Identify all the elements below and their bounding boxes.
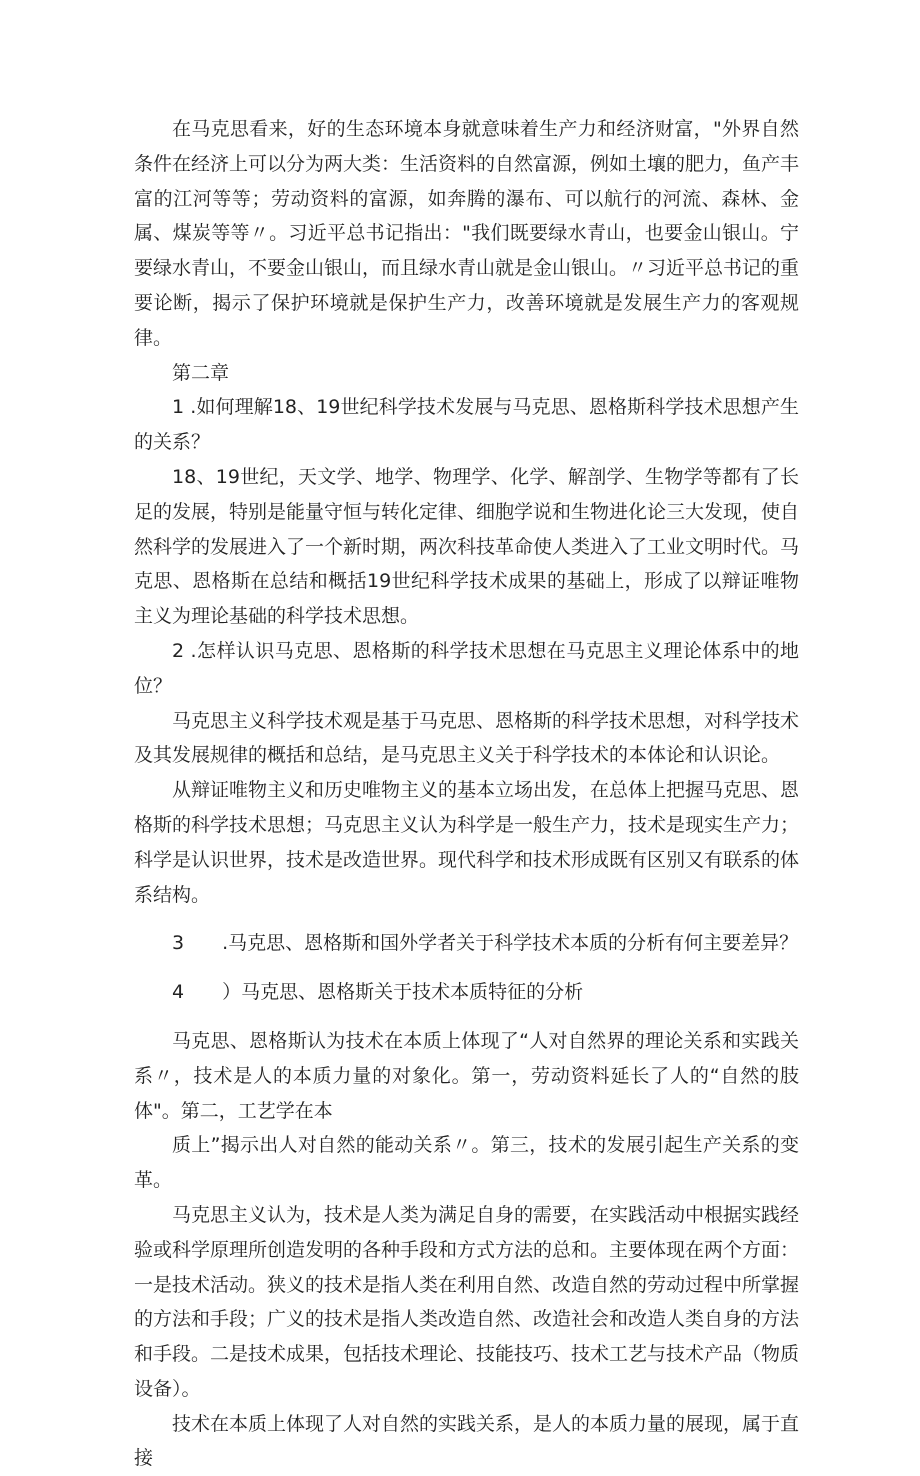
paragraph-technology-essence: 马克思、恩格斯认为技术在本质上体现了“人对自然界的理论关系和实践关系〃，技术是人的本质力量的对象化。第一，劳动资料延长了人的“自然的肢体"。第二，工艺学在本	[134, 1029, 799, 1122]
chapter-heading: 第二章	[172, 361, 230, 384]
paragraph-technology-practice-relation: 技术在本质上体现了人对自然的实践关系，是人的本质力量的展现，属于直接	[134, 1412, 800, 1470]
paragraph-technology-definition: 马克思主义认为，技术是人类为满足自身的需要，在实践活动中根据实践经验或科学原理所创造发明的各种手段和方式方法的总和。主要体现在两个方面：一是技术活动。狭义的技术是指人类在利用自然、改造自然的劳动过程中所掌握的方法和手段；广义的技术是指人类改造自然、改造社会和改造人类自身的方法和手段。二是技术成果，包括技术理论、技能技巧、技术工艺与技术产品（物质设备）。	[134, 1203, 800, 1400]
paragraph-ecology-productivity: 在马克思看来，好的生态环境本身就意味着生产力和经济财富，"外界自然条件在经济上可以分为两大类：生活资料的自然富源，例如土壤的肥力，鱼产丰富的江河等等；劳动资料的富源，如奔腾的瀑布、可以航行的河流、森林、金属、煤炭等等〃。习近平总书记指出："我们既要绿水青山，也要金山银山。宁要绿水青山，不要金山银山，而且绿水青山就是金山银山。〃习近平总书记的重要论断，揭示了保护环境就是保护生产力，改善环境就是发展生产力的客观规律。	[134, 118, 800, 349]
document-page	[134, 112, 799, 1476]
paragraph-technology-essence-continued: 质上”揭示出人对自然的能动关系〃。第三，技术的发展引起生产关系的变革。	[134, 1134, 799, 1192]
question-2: 2 .怎样认识马克思、恩格斯的科学技术思想在马克思主义理论体系中的地位？	[134, 639, 799, 697]
paragraph-marxist-view-of-science: 马克思主义科学技术观是基于马克思、恩格斯的科学技术思想，对科学技术及其发展规律的概括和总结，是马克思主义关于科学技术的本体论和认识论。	[134, 709, 800, 767]
paragraph-18-19-century-science: 18、19世纪，天文学、地学、物理学、化学、解剖学、生物学等都有了长足的发展，特别是能量守恒与转化定律、细胞学说和生物进化论三大发现，使自然科学的发展进入了一个新时期，两次科技革命使人类进入了工业文明时代。马克思、恩格斯在总结和概括19世纪科学技术成果的基础上，形成了以辩证唯物主义为理论基础的科学技术思想。	[134, 465, 800, 628]
question-3: 3 .马克思、恩格斯和国外学者关于科学技术本质的分析有何主要差异？	[172, 932, 799, 955]
question-1: 1 .如何理解18、19世纪科学技术发展与马克思、恩格斯科学技术思想产生的关系？	[134, 396, 799, 454]
section-4-heading: 4 ）马克思、恩格斯关于技术本质特征的分析	[172, 981, 584, 1004]
paragraph-dialectical-materialism: 从辩证唯物主义和历史唯物主义的基本立场出发，在总体上把握马克思、恩格斯的科学技术思想；马克思主义认为科学是一般生产力，技术是现实生产力；科学是认识世界，技术是改造世界。现代科学和技术形成既有区别又有联系的体系结构。	[134, 779, 800, 906]
